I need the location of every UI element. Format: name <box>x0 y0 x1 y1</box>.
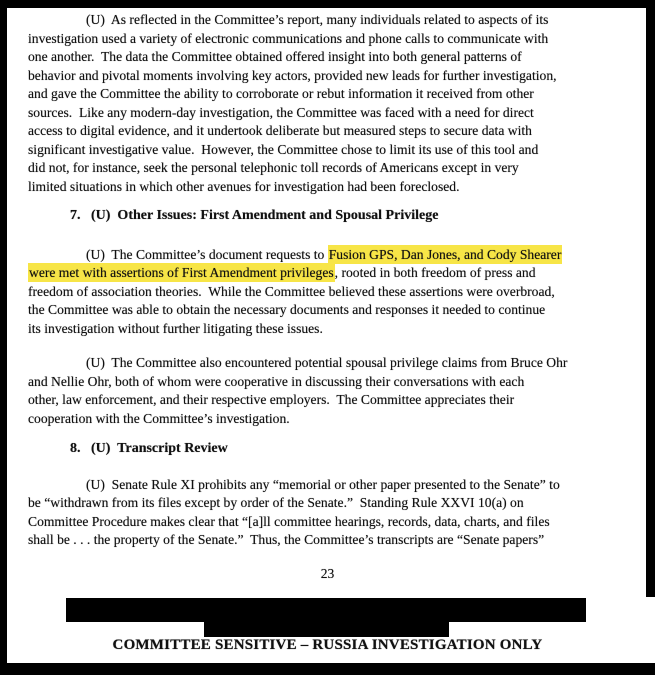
section-heading <box>70 440 640 459</box>
section-heading <box>70 207 640 226</box>
text-segment: , rooted in both freedom of press and <box>334 265 536 280</box>
text-line <box>28 122 640 141</box>
text-line <box>28 283 640 302</box>
text-segment: freedom of association theories. While the Committee believed these assertions were overbroad, <box>28 283 555 299</box>
document-content <box>28 11 640 550</box>
text-line <box>28 85 640 104</box>
text-segment: (U) The Committee’s document requests to <box>86 246 328 262</box>
text-segment: one another. The data the Committee obtained offered insight into both general patterns of <box>28 49 522 64</box>
text-line <box>28 301 640 320</box>
text-segment: behavior and pivotal moments involving key actors, provided new leads for further investigation, <box>28 67 557 83</box>
text-line <box>70 440 640 459</box>
page-number: 23 <box>320 566 335 581</box>
paragraph <box>28 476 640 550</box>
text-segment: (U) The Committee also encountered potential spousal privilege claims from Bruce Ohr <box>86 355 568 370</box>
text-segment: sources. Like any modern-day investigation, the Committee was faced with a need for direct <box>28 104 534 120</box>
text-segment: access to digital evidence, and it undertook deliberate but measured steps to secure data with <box>28 123 532 138</box>
text-segment: and gave the Committee the ability to corroborate or rebut information it received from other <box>28 86 534 101</box>
paragraph <box>28 354 640 428</box>
text-segment: Committee Procedure makes clear that “[a]ll committee hearings, records, data, charts, and files <box>28 513 550 529</box>
text-line <box>28 11 640 30</box>
text-segment: shall be . . . the property of the Senate.” Thus, the Committee’s transcripts are “Senate papers” <box>28 532 545 547</box>
paragraph <box>28 246 640 339</box>
text-line <box>28 67 640 86</box>
text-segment: and Nellie Ohr, both of whom were cooperative in discussing their conversations with each <box>28 373 525 389</box>
text-segment: significant investigative value. However, the Committee chose to limit its use of this tool and <box>28 141 539 157</box>
text-segment: cooperation with the Committee’s investigation. <box>28 410 290 426</box>
text-line <box>28 373 640 392</box>
text-line <box>28 494 640 513</box>
text-segment: 8. (U) Transcript Review <box>70 441 228 456</box>
text-line <box>28 246 640 265</box>
scan-border-top <box>0 0 655 8</box>
text-line <box>28 391 640 410</box>
text-segment: the Committee was able to obtain the necessary documents and responses it needed to continue <box>28 302 546 317</box>
text-segment: 7. (U) Other Issues: First Amendment and Spousal Privilege <box>70 208 439 223</box>
highlighted-text: Fusion GPS, Dan Jones, and Cody Shearer <box>328 246 562 262</box>
redaction-bar-upper <box>66 598 586 622</box>
text-segment: other, law enforcement, and their respective employers. The Committee appreciates their <box>28 392 515 407</box>
highlighted-text: were met with assertions of First Amendment privileges <box>29 265 334 280</box>
text-line <box>70 207 640 226</box>
text-segment: investigation used a variety of electronic communications and phone calls to communicate with <box>28 30 549 46</box>
scan-border-bottom <box>0 663 655 675</box>
text-segment: did not, for instance, seek the personal telephonic toll records of Americans except in very <box>28 160 519 175</box>
redaction-bar-lower <box>204 622 449 637</box>
text-line <box>28 476 640 495</box>
text-line <box>28 104 640 123</box>
text-line <box>28 264 640 283</box>
text-line <box>28 354 640 373</box>
scan-border-left <box>0 0 7 667</box>
text-line <box>28 30 640 49</box>
footer-classification: COMMITTEE SENSITIVE – RUSSIA INVESTIGATION ONLY <box>112 637 543 653</box>
text-segment: limited situations in which other avenues for investigation had been foreclosed. <box>28 178 460 194</box>
text-segment: (U) As reflected in the Committee’s report, many individuals related to aspects of its <box>86 12 549 27</box>
text-line <box>28 320 640 339</box>
text-segment: be “withdrawn from its files except by order of the Senate.” Standing Rule XXVI 10(a) on <box>28 495 524 510</box>
text-line <box>28 141 640 160</box>
text-line <box>28 513 640 532</box>
text-line <box>28 178 640 197</box>
text-line <box>28 159 640 178</box>
text-segment: (U) Senate Rule XI prohibits any “memorial or other paper presented to the Senate” to <box>86 476 560 492</box>
text-line <box>28 48 640 67</box>
text-segment: its investigation without further litigating these issues. <box>28 320 323 336</box>
text-line <box>28 410 640 429</box>
scan-border-right <box>646 0 655 597</box>
text-line <box>28 531 640 550</box>
paragraph <box>28 11 640 196</box>
